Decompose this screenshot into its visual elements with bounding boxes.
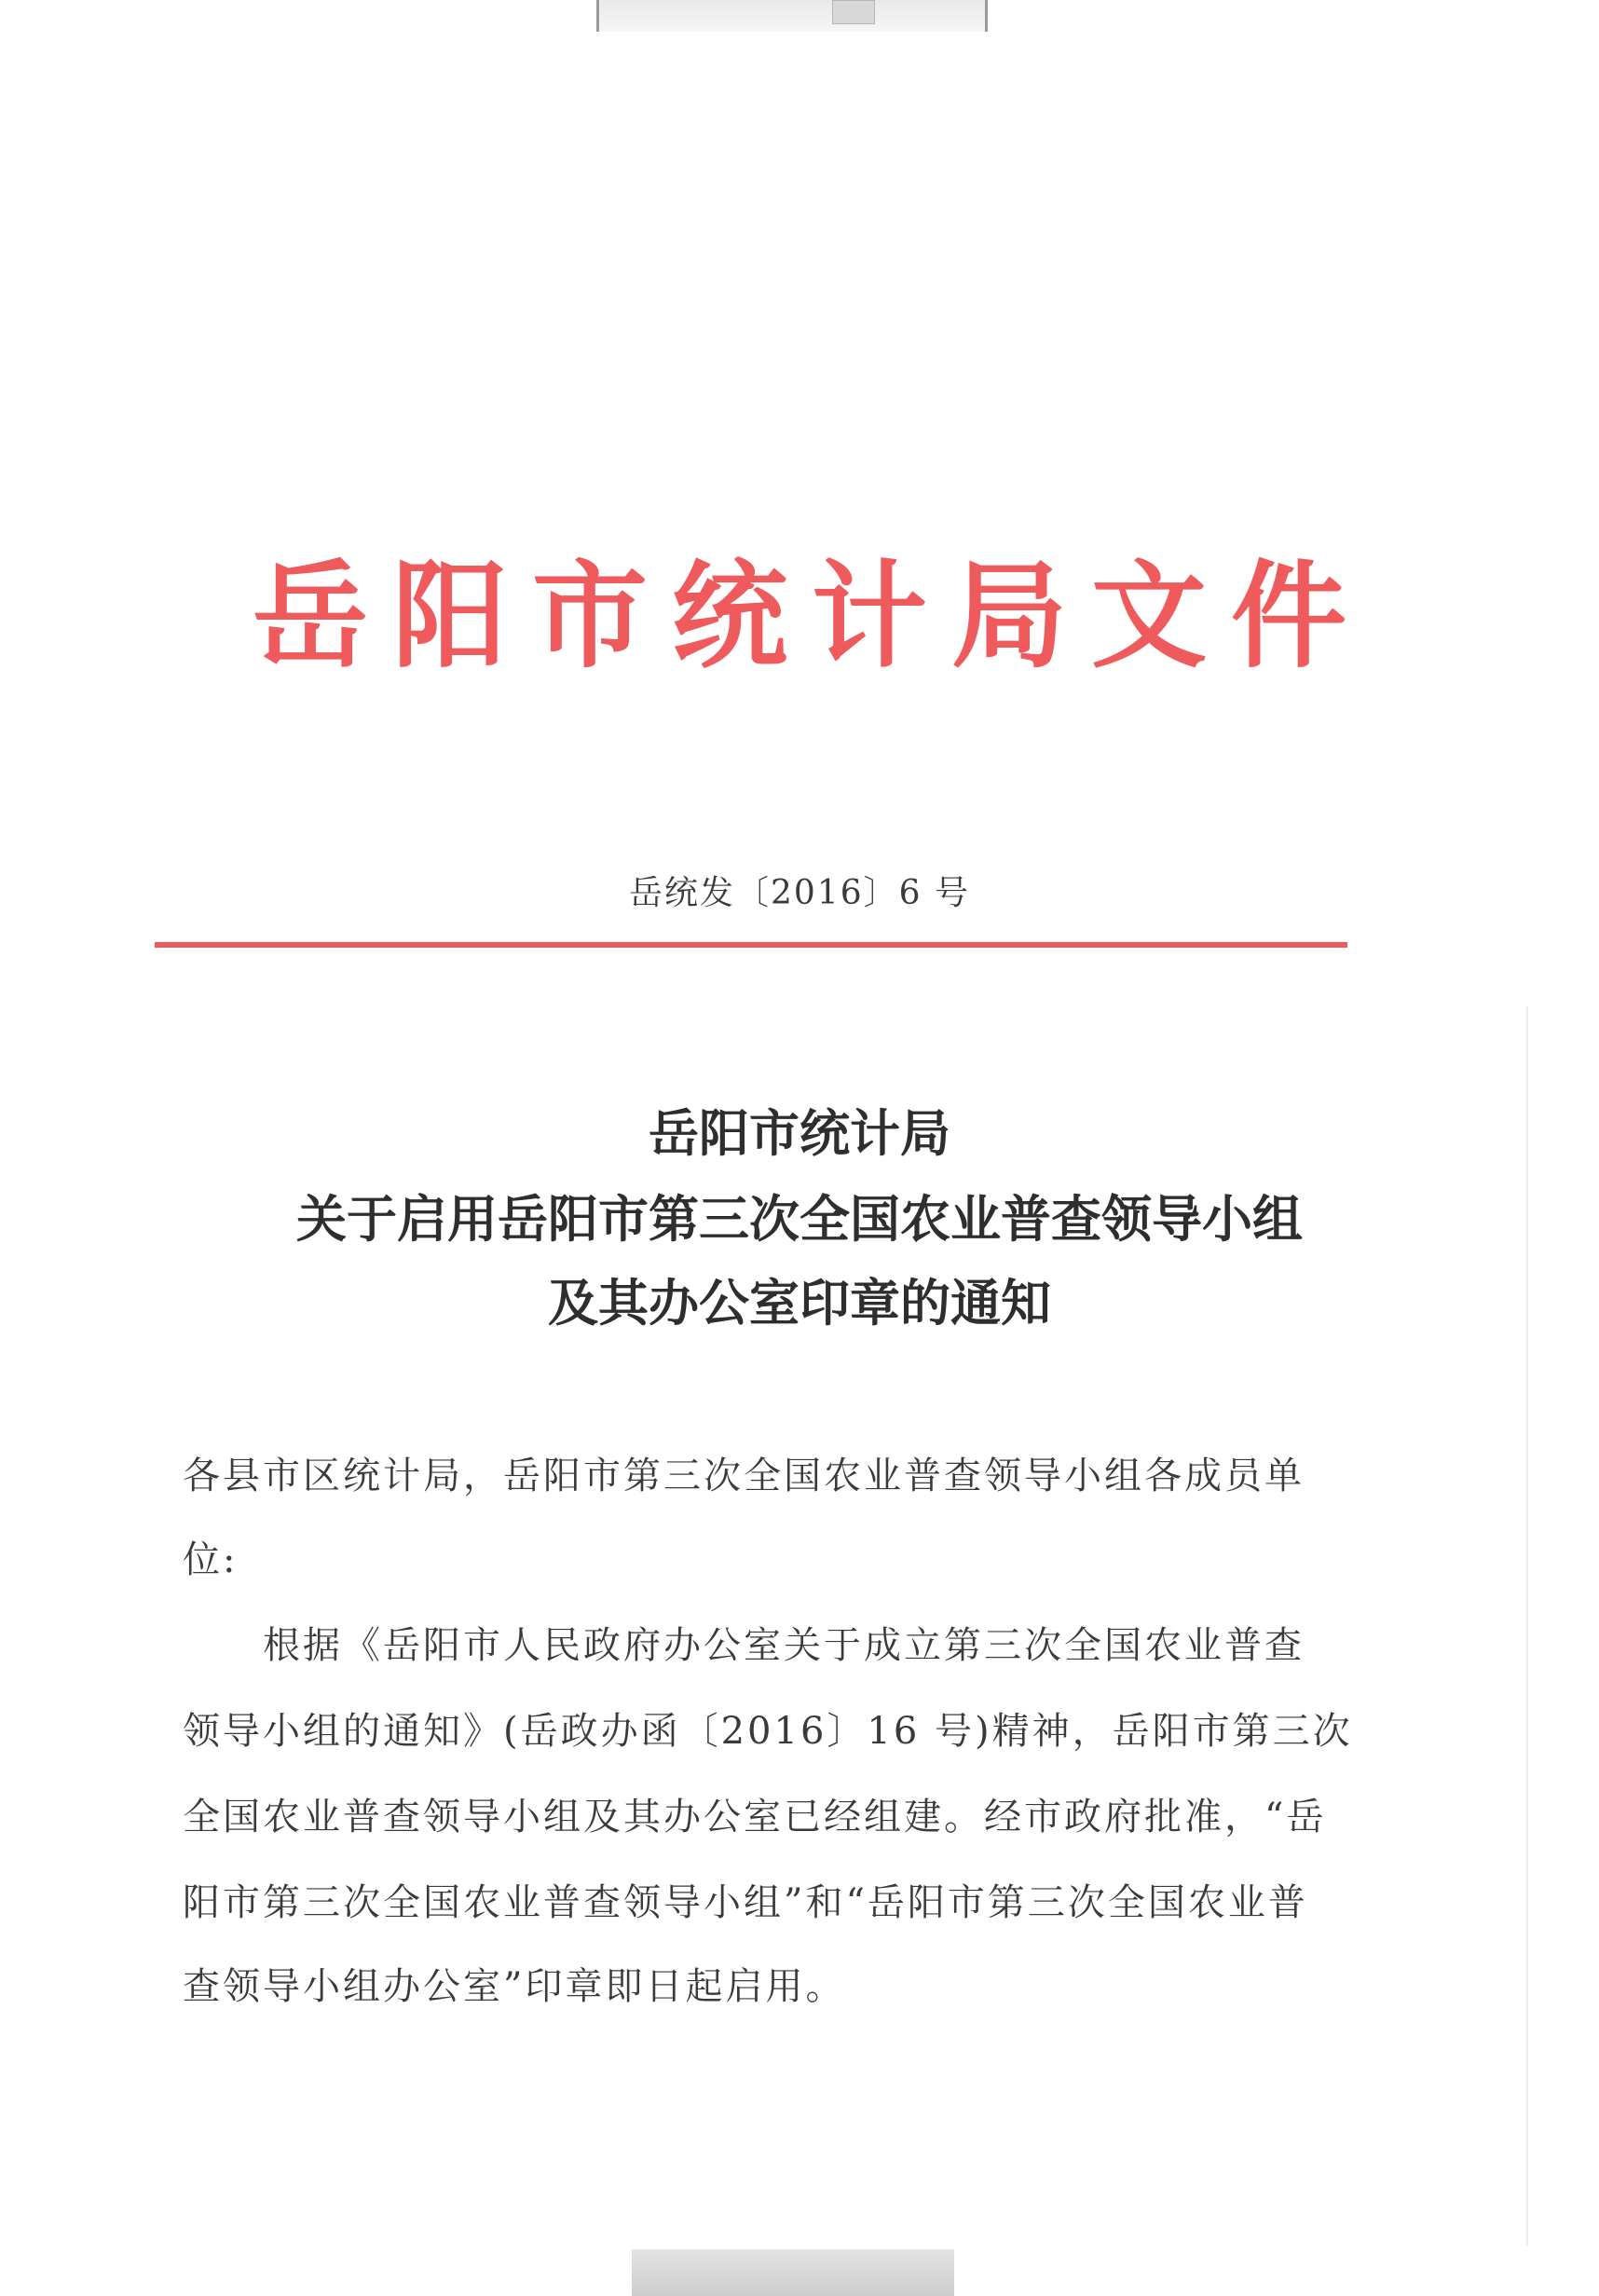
scan-clip-top xyxy=(596,0,988,32)
body-line-3: 根据《岳阳市人民政府办公室关于成立第三次全国农业普查 xyxy=(183,1624,1305,1667)
scan-edge xyxy=(1526,1006,1528,2246)
document-title-line-3: 及其办公室印章的通知 xyxy=(548,1274,1051,1332)
body-line-1: 各县市区统计局，岳阳市第三次全国农业普查领导小组各成员单 xyxy=(183,1455,1305,1497)
document-number: 岳统发〔2016〕6 号 xyxy=(629,874,970,912)
red-divider-line xyxy=(155,942,1347,948)
clip-mark xyxy=(832,0,875,24)
body-line-4: 领导小组的通知》(岳政办函〔2016〕16 号)精神，岳阳市第三次 xyxy=(183,1710,1353,1753)
body-line-6: 阳市第三次全国农业普查领导小组”和“岳阳市第三次全国农业普 xyxy=(183,1881,1308,1924)
document-title-line-2: 关于启用岳阳市第三次全国农业普查领导小组 xyxy=(296,1190,1303,1249)
document-masthead: 岳阳市统计局文件 xyxy=(252,549,1371,684)
document-title-line-1: 岳阳市统计局 xyxy=(649,1104,950,1163)
body-line-7: 查领导小组办公室”印章即日起启用。 xyxy=(183,1965,846,2008)
body-line-2: 位: xyxy=(183,1538,239,1581)
body-line-5: 全国农业普查领导小组及其办公室已经组建。经市政府批准，“岳 xyxy=(183,1796,1327,1838)
scan-clip-bottom xyxy=(632,2249,954,2296)
